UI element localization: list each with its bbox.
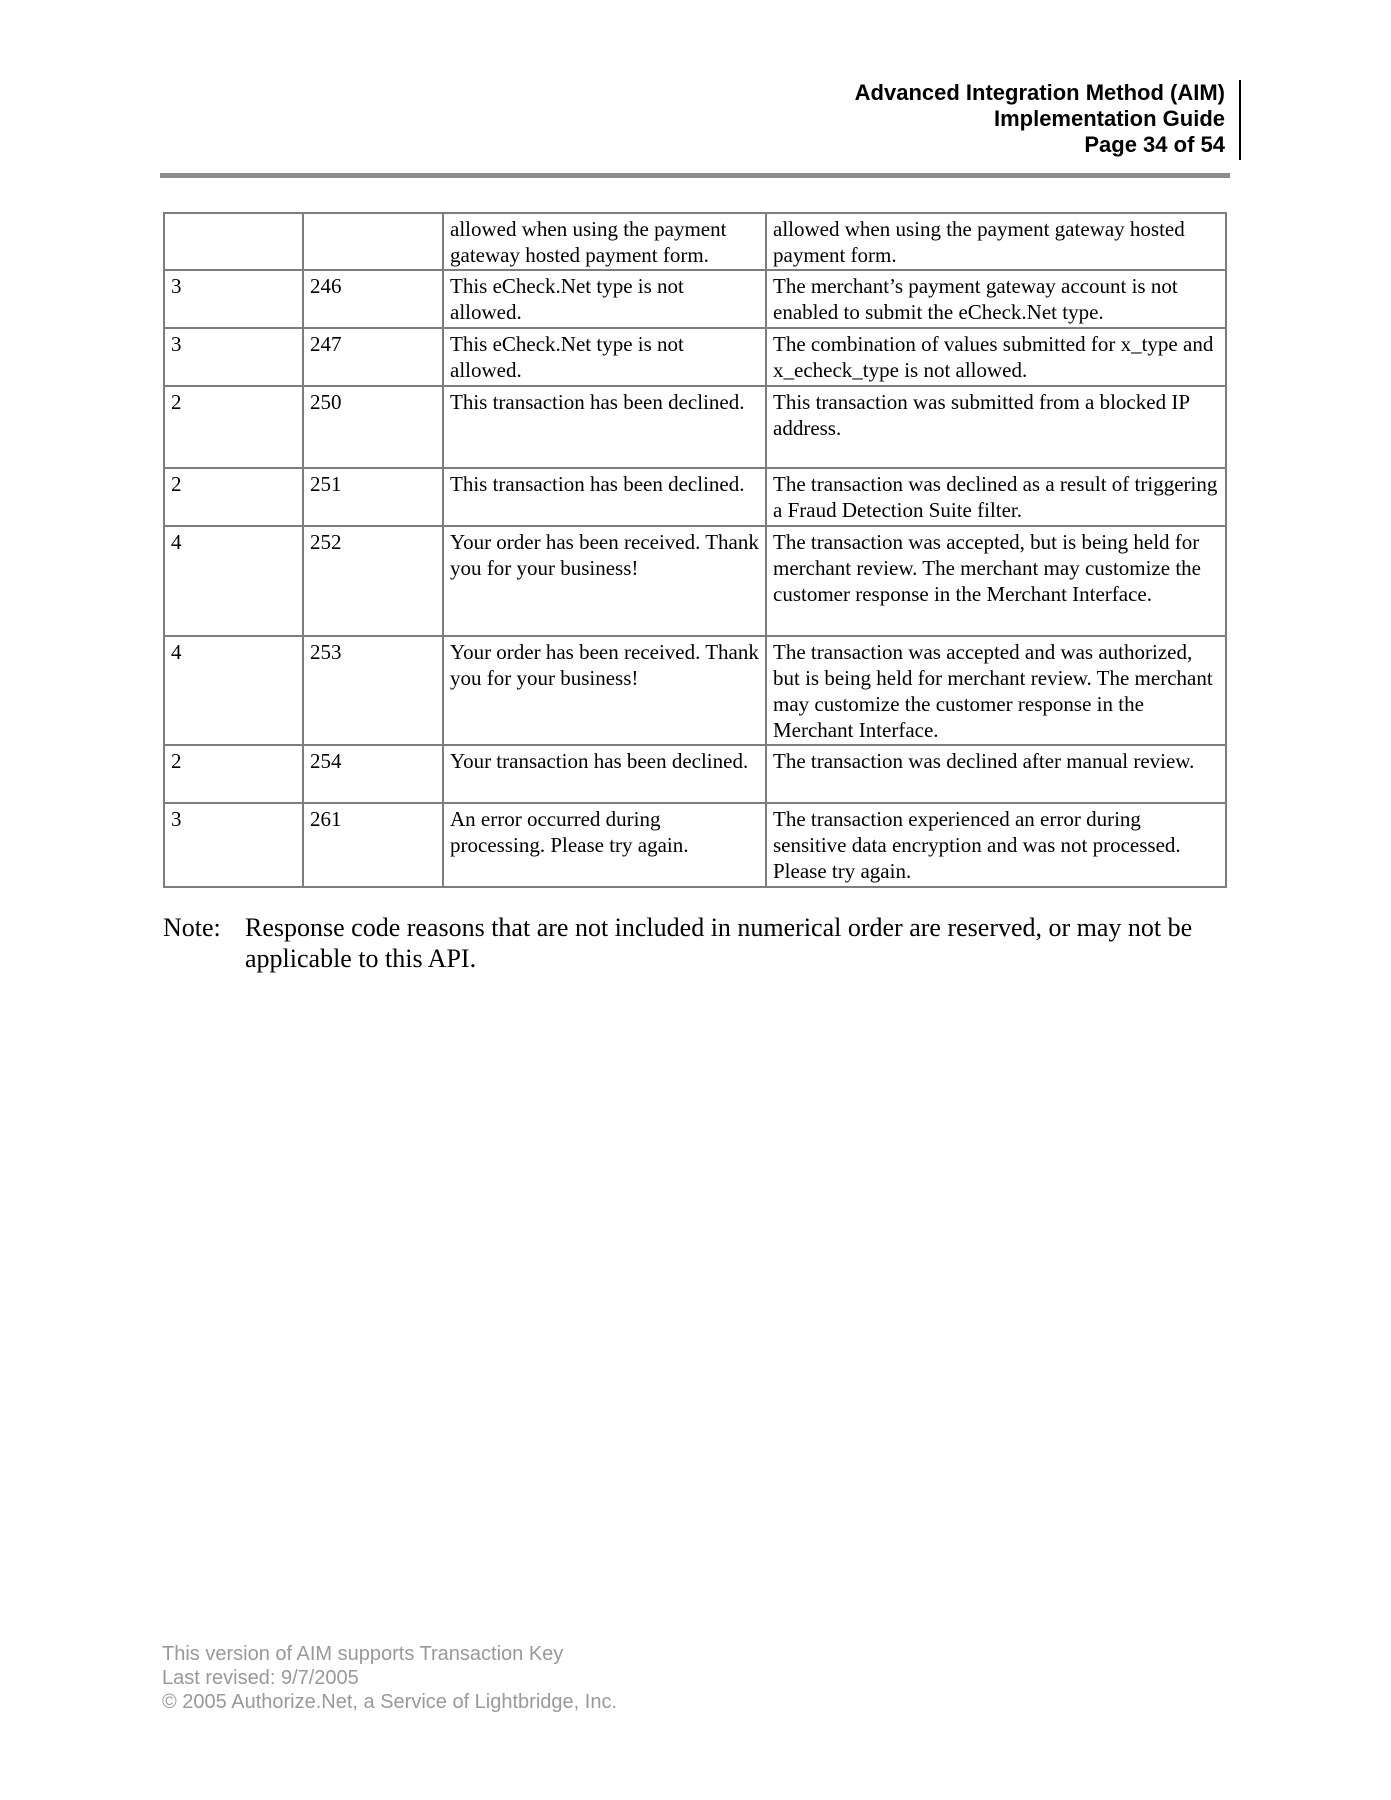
table-row: [164, 468, 1226, 526]
cell-code: 2: [164, 386, 303, 468]
cell-reason-code: 261: [303, 803, 443, 887]
cell-text: This eCheck.Net type is not allowed.: [443, 270, 766, 328]
cell-text: Your order has been received. Thank you for your business!: [443, 636, 766, 745]
cell-text: This eCheck.Net type is not allowed.: [443, 328, 766, 386]
cell-code: [164, 213, 303, 270]
page-footer: [162, 1642, 617, 1714]
table-row: [164, 745, 1226, 803]
cell-reason-code: [303, 213, 443, 270]
header-rule: [160, 173, 1230, 178]
table-row: [164, 213, 1226, 270]
cell-notes: The transaction experienced an error during sensitive data encryption and was not processed. Please try again.: [766, 803, 1226, 887]
note-label: Note:: [163, 913, 221, 942]
cell-code: 2: [164, 468, 303, 526]
cell-code: 4: [164, 526, 303, 636]
cell-notes: The combination of values submitted for x_type and x_echeck_type is not allowed.: [766, 328, 1226, 386]
cell-reason-code: 252: [303, 526, 443, 636]
table-row: [164, 636, 1226, 745]
footer-copyright: © 2005 Authorize.Net, a Service of Lightbridge, Inc.: [162, 1691, 617, 1713]
cell-code: 3: [164, 803, 303, 887]
cell-reason-code: 247: [303, 328, 443, 386]
cell-code: 3: [164, 328, 303, 386]
response-code-table: [163, 212, 1227, 888]
header-divider: [1239, 80, 1241, 160]
cell-reason-code: 254: [303, 745, 443, 803]
cell-notes: The transaction was declined as a result of triggering a Fraud Detection Suite filter.: [766, 468, 1226, 526]
table-row: [164, 270, 1226, 328]
cell-code: 4: [164, 636, 303, 745]
note-text: Response code reasons that are not included in numerical order are reserved, or may not be applicable to this API.: [245, 913, 1193, 973]
cell-code: 2: [164, 745, 303, 803]
footer-revised: Last revised: 9/7/2005: [162, 1667, 359, 1689]
doc-subtitle: Implementation Guide: [993, 106, 1225, 131]
cell-code: 3: [164, 270, 303, 328]
cell-text: Your order has been received. Thank you for your business!: [443, 526, 766, 636]
cell-notes: allowed when using the payment gateway hosted payment form.: [766, 213, 1226, 270]
cell-text: Your transaction has been declined.: [443, 745, 766, 803]
cell-text: An error occurred during processing. Please try again.: [443, 803, 766, 887]
cell-text: This transaction has been declined.: [443, 386, 766, 468]
cell-text: This transaction has been declined.: [443, 468, 766, 526]
table-row: [164, 803, 1226, 887]
table-row: [164, 526, 1226, 636]
cell-text: allowed when using the payment gateway hosted payment form.: [443, 213, 766, 270]
doc-title: Advanced Integration Method (AIM): [854, 80, 1225, 105]
cell-reason-code: 246: [303, 270, 443, 328]
note: [163, 912, 1233, 974]
cell-notes: The transaction was accepted and was authorized, but is being held for merchant review. The merchant may customize the customer response in the Merchant Interface.: [766, 636, 1226, 745]
cell-notes: The merchant’s payment gateway account is not enabled to submit the eCheck.Net type.: [766, 270, 1226, 328]
cell-reason-code: 250: [303, 386, 443, 468]
table-row: [164, 386, 1226, 468]
page-header: [855, 80, 1225, 158]
table-row: [164, 328, 1226, 386]
cell-notes: The transaction was declined after manual review.: [766, 745, 1226, 803]
cell-notes: This transaction was submitted from a blocked IP address.: [766, 386, 1226, 468]
cell-reason-code: 253: [303, 636, 443, 745]
page-number: Page 34 of 54: [1084, 132, 1225, 157]
cell-notes: The transaction was accepted, but is being held for merchant review. The merchant may customize the customer response in the Merchant Interface.: [766, 526, 1226, 636]
cell-reason-code: 251: [303, 468, 443, 526]
footer-version: This version of AIM supports Transaction Key: [162, 1643, 564, 1665]
